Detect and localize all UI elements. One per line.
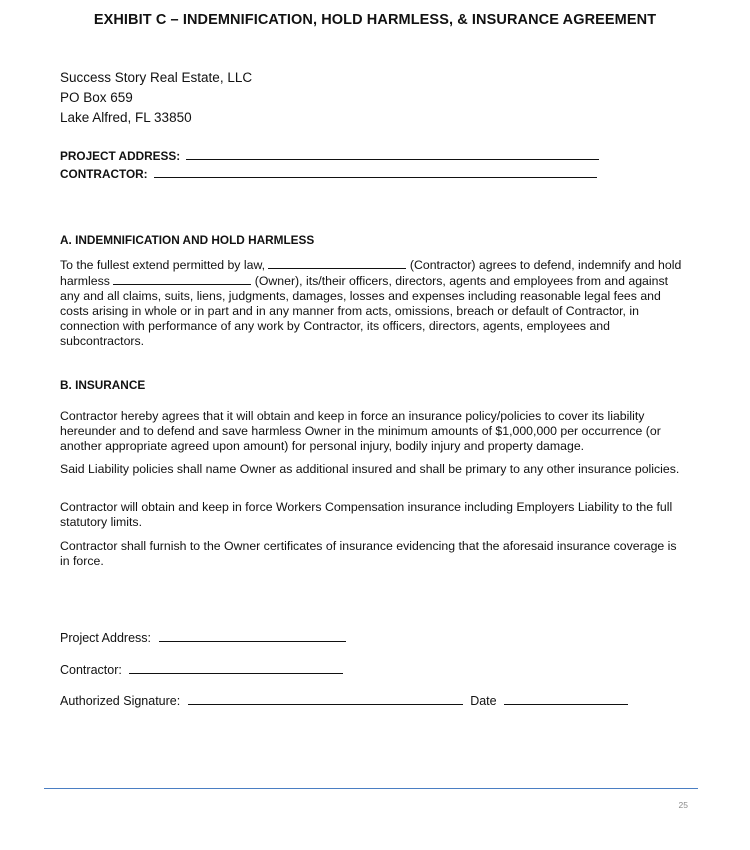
company-name: Success Story Real Estate, LLC [60,70,253,85]
header-project-address-label: PROJECT ADDRESS: [60,149,181,163]
owner-name-blank[interactable] [113,273,251,285]
section-a-text-1: To the fullest extend permitted by law, [60,258,266,272]
insurance-paragraph-1: Contractor hereby agrees that it will obtain and keep in force an insurance policy/policies to cover its liability hereunder and to defend and save harmless Owner in the minimum amounts of $1,000,000 per occurrence (or another appropriate agreed upon amount) for personal injury, bodily injury and property damage. [60,409,661,453]
date-blank[interactable] [504,693,628,705]
header-contractor-label: CONTRACTOR: [60,167,148,181]
company-po-box: PO Box 659 [60,90,133,105]
section-a-text-2: (Contractor) agrees to defend, indemnify and hold harmless [60,258,682,288]
company-address-block [60,68,252,128]
signature-project-address-label: Project Address: [60,631,152,645]
document-title: EXHIBIT C – INDEMNIFICATION, HOLD HARMLESS, & INSURANCE AGREEMENT [93,12,657,28]
signature-contractor-blank[interactable] [129,662,343,674]
company-city-state-zip: Lake Alfred, FL 33850 [60,110,192,125]
date-label: Date [470,694,497,708]
authorized-signature-row [60,693,628,708]
section-a-heading: A. INDEMNIFICATION AND HOLD HARMLESS [60,233,315,247]
insurance-paragraph-2: Said Liability policies shall name Owner as additional insured and shall be primary to any other insurance policies. [60,462,680,476]
header-project-address-row [60,148,599,163]
insurance-paragraph-3: Contractor will obtain and keep in force Workers Compensation insurance including Employers Liability to the full statutory limits. [60,500,673,529]
header-contractor-row [60,166,597,181]
signature-contractor-label: Contractor: [60,663,122,677]
header-project-address-blank[interactable] [186,148,599,160]
header-contractor-blank[interactable] [154,166,597,178]
signature-project-address-row [60,630,346,645]
authorized-signature-blank[interactable] [188,693,463,705]
authorized-signature-label: Authorized Signature: [60,694,181,708]
page-number: 25 [678,800,688,810]
insurance-paragraph-4: Contractor shall furnish to the Owner certificates of insurance evidencing that the aforesaid insurance coverage is in force. [60,539,677,568]
contractor-name-blank[interactable] [268,257,406,269]
section-a-text-3: (Owner), its/their officers, directors, agents and employees from and against any and all claims, suits, liens, judgments, damages, losses and expenses including reasonable legal fees and costs arising in whole or in part and in any manner from acts, omissions, breach or default of Contractor, in connection with performance of any work by Contractor, its officers, directors, agents, employees and subcontractors. [60,274,669,348]
section-a-paragraph [60,257,682,349]
signature-project-address-blank[interactable] [159,630,346,642]
section-b-heading: B. INSURANCE [60,378,146,392]
signature-contractor-row [60,662,343,677]
footer-rule [44,788,698,789]
